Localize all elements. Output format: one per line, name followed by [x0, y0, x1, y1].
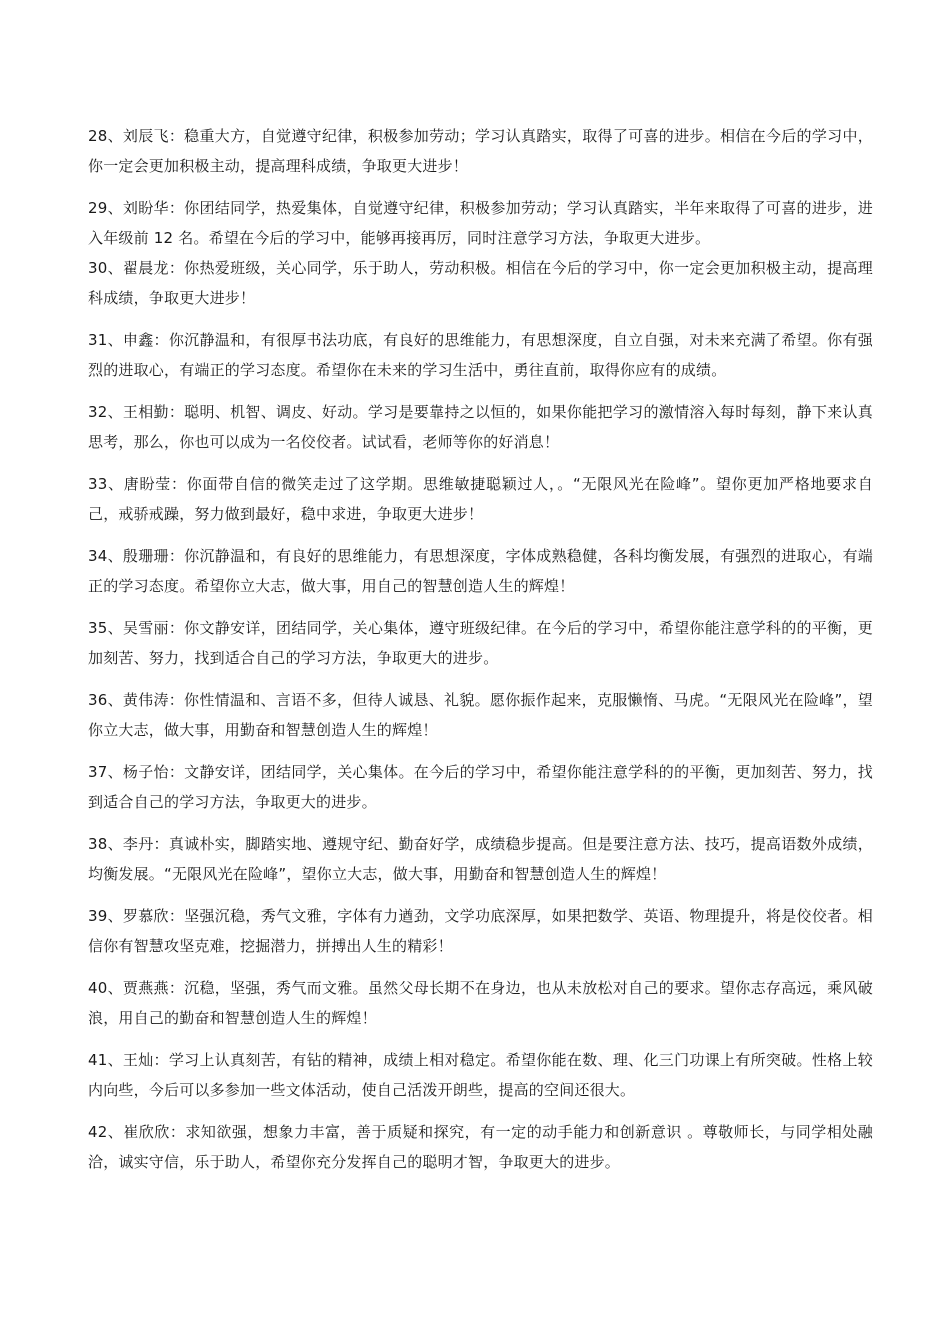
comment-33: 33、唐盼莹：你面带自信的微笑走过了这学期。思维敏捷聪颖过人，。“无限风光在险峰”。望你更加严格地要求自己，戒骄戒躁，努力做到最好，稳中求进，争取更大进步！ [88, 475, 873, 523]
comment-38: 38、李丹：真诚朴实，脚踏实地、遵规守纪、勤奋好学，成绩稳步提高。但是要注意方法、技巧，提高语数外成绩，均衡发展。“无限风光在险峰”，望你立大志，做大事，用勤奋和智慧创造人生的辉煌！ [88, 835, 873, 883]
comment-36: 36、黄伟涛：你性情温和、言语不多，但待人诚恳、礼貌。愿你振作起来，克服懒惰、马虎。“无限风光在险峰”，望你立大志，做大事，用勤奋和智慧创造人生的辉煌！ [88, 691, 873, 739]
document-page [88, 121, 873, 1189]
comment-30: 30、翟晨龙：你热爱班级，关心同学，乐于助人，劳动积极。相信在今后的学习中，你一定会更加积极主动，提高理科成绩，争取更大进步！ [88, 259, 873, 307]
comment-42: 42、崔欣欣：求知欲强，想象力丰富，善于质疑和探究，有一定的动手能力和创新意识 。尊敬师长，与同学相处融洽，诚实守信，乐于助人，希望你充分发挥自己的聪明才智，争取更大的进步。 [88, 1123, 873, 1171]
comment-37: 37、杨子怡：文静安详，团结同学，关心集体。在今后的学习中，希望你能注意学科的的平衡，更加刻苦、努力，找到适合自己的学习方法，争取更大的进步。 [88, 763, 873, 811]
comment-40: 40、贾燕燕：沉稳，坚强，秀气而文雅。虽然父母长期不在身边，也从未放松对自己的要求。望你志存高远，乘风破浪，用自己的勤奋和智慧创造人生的辉煌！ [88, 979, 873, 1027]
comment-32: 32、王相勤：聪明、机智、调皮、好动。学习是要靠持之以恒的，如果你能把学习的激情溶入每时每刻，静下来认真思考，那么，你也可以成为一名佼佼者。试试看，老师等你的好消息！ [88, 403, 873, 451]
comment-41: 41、王灿：学习上认真刻苦，有钻的精神，成绩上相对稳定。希望你能在数、理、化三门功课上有所突破。性格上较内向些，今后可以多参加一些文体活动，使自己活泼开朗些，提高的空间还很大。 [88, 1051, 873, 1099]
comment-34: 34、殷珊珊：你沉静温和，有良好的思维能力，有思想深度，字体成熟稳健，各科均衡发展，有强烈的进取心，有端正的学习态度。希望你立大志，做大事，用自己的智慧创造人生的辉煌！ [88, 547, 873, 595]
comment-29: 29、刘盼华：你团结同学，热爱集体，自觉遵守纪律，积极参加劳动；学习认真踏实，半年来取得了可喜的进步，进入年级前 12 名。希望在今后的学习中，能够再接再厉，同时注意学习方法，争取更大进步。 [88, 199, 873, 247]
comment-35: 35、吴雪丽：你文静安详，团结同学，关心集体，遵守班级纪律。在今后的学习中，希望你能注意学科的的平衡，更加刻苦、努力，找到适合自己的学习方法，争取更大的进步。 [88, 619, 873, 667]
comment-39: 39、罗慕欣：坚强沉稳，秀气文雅，字体有力遒劲，文学功底深厚，如果把数学、英语、物理提升，将是佼佼者。相信你有智慧攻坚克难，挖掘潜力，拼搏出人生的精彩！ [88, 907, 873, 955]
comment-28: 28、刘辰飞：稳重大方，自觉遵守纪律，积极参加劳动；学习认真踏实，取得了可喜的进步。相信在今后的学习中，你一定会更加积极主动，提高理科成绩，争取更大进步！ [88, 127, 873, 175]
comment-31: 31、申鑫：你沉静温和，有很厚书法功底，有良好的思维能力，有思想深度，自立自强，对未来充满了希望。你有强烈的进取心，有端正的学习态度。希望你在未来的学习生活中，勇往直前，取得你应有的成绩。 [88, 331, 873, 379]
